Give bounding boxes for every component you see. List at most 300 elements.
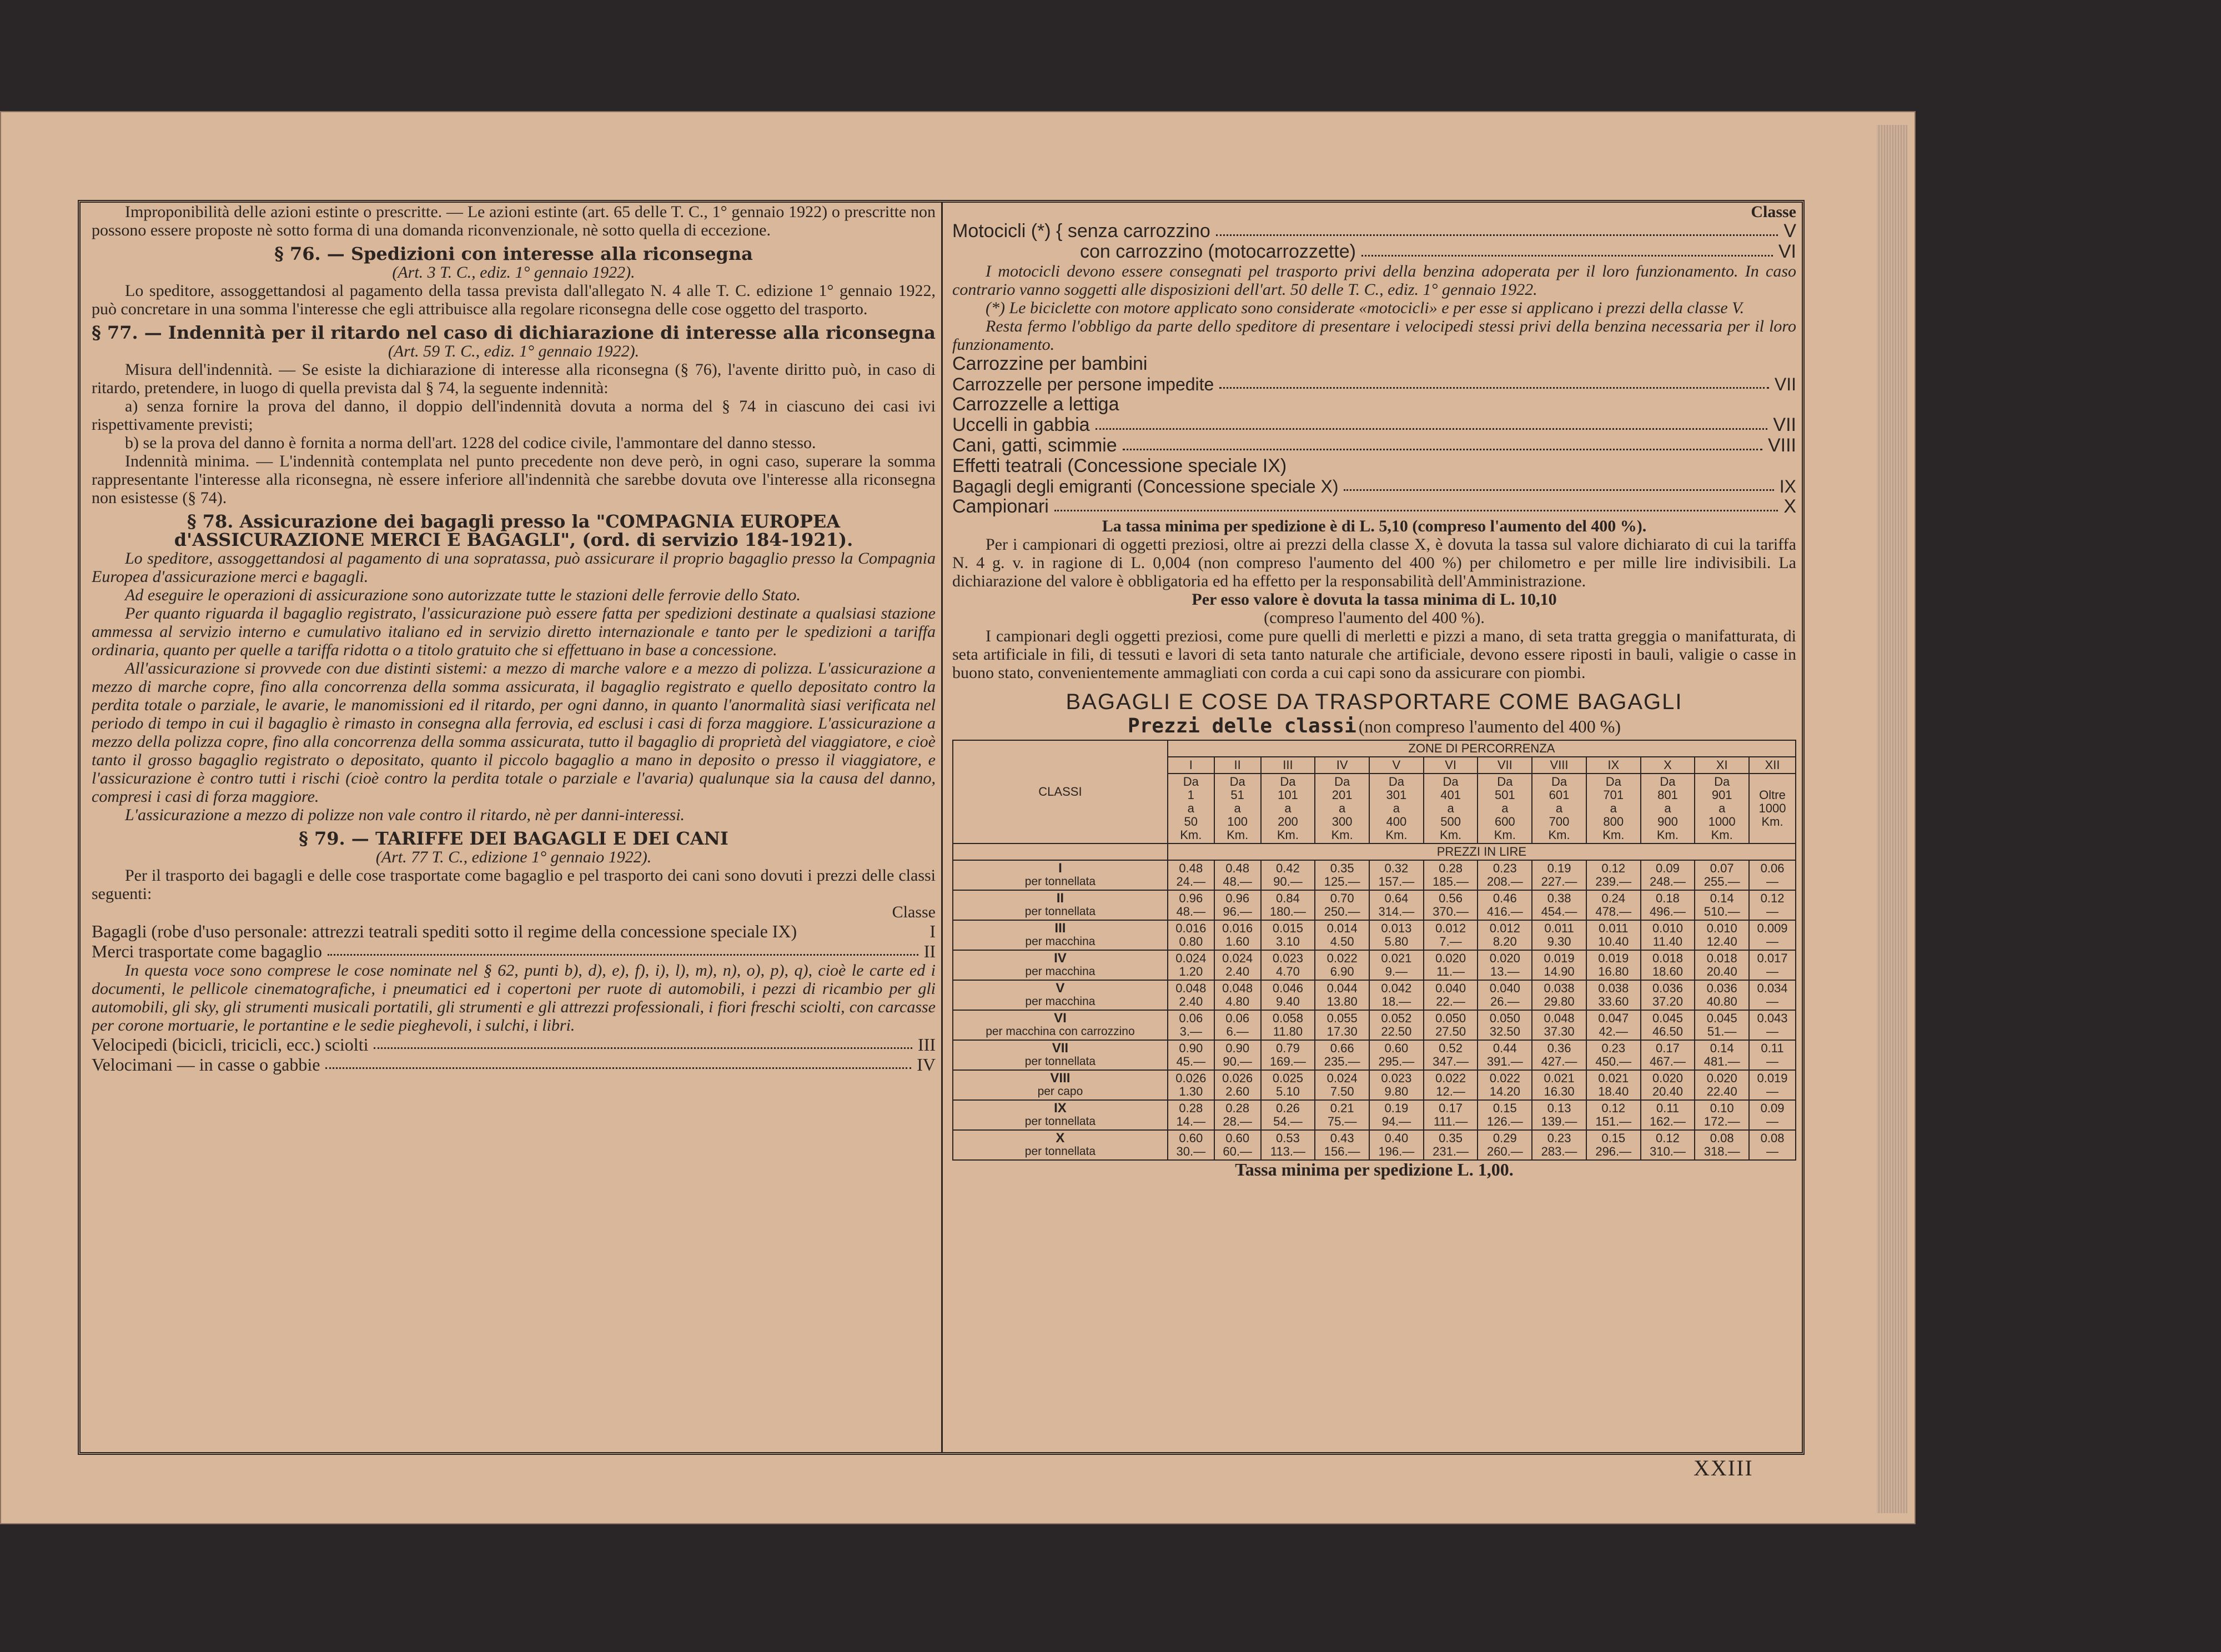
class-row — [952, 221, 1796, 242]
price-per-km: 0.043 — [1757, 1011, 1788, 1025]
price-per-km: 0.048 — [1175, 981, 1207, 995]
price-base: 22.40 — [1706, 1084, 1737, 1098]
price-cell — [1261, 860, 1315, 890]
section-77-title: § 77. — Indennità per il ritardo nel caso di dichiarazione di interesse alla riconsegna — [92, 322, 936, 343]
price-base: 370.— — [1433, 905, 1469, 918]
price-cell — [1261, 950, 1315, 980]
class-row-label: Velocipedi (bicicli, tricicli, ecc.) sciolti — [92, 1035, 369, 1055]
price-cell — [1214, 1070, 1261, 1100]
zone-range-from: 1 — [1187, 788, 1194, 802]
price-cell — [1641, 950, 1695, 980]
price-base: 172.— — [1704, 1114, 1740, 1128]
price-cell — [1641, 920, 1695, 950]
price-per-km: 0.21 — [1330, 1101, 1354, 1115]
class-row — [952, 496, 1796, 517]
zone-range-from: 51 — [1230, 788, 1244, 802]
price-base: 478.— — [1595, 905, 1632, 918]
price-cell — [1369, 920, 1424, 950]
price-per-km: 0.040 — [1489, 981, 1520, 995]
price-base: 250.— — [1324, 905, 1360, 918]
price-per-km: 0.12 — [1656, 1131, 1680, 1145]
price-per-km: 0.020 — [1489, 951, 1520, 965]
zone-range-from: 101 — [1278, 788, 1298, 802]
price-cell — [1369, 1040, 1424, 1070]
price-per-km: 0.11 — [1761, 1041, 1784, 1055]
price-per-km: 0.32 — [1384, 861, 1409, 875]
price-per-km: 0.038 — [1598, 981, 1629, 995]
class-number: VIII — [1050, 1071, 1071, 1086]
price-cell — [1641, 980, 1695, 1010]
price-per-km: 0.11 — [1656, 1101, 1680, 1115]
right-column — [952, 203, 1796, 1452]
valore-minimo-note: (compreso l'aumento del 400 %). — [1264, 609, 1485, 627]
class-number: I — [1058, 861, 1062, 876]
price-cell — [1168, 890, 1214, 920]
price-base: 510.— — [1704, 905, 1740, 918]
price-base: 151.— — [1595, 1114, 1632, 1128]
table-row — [953, 950, 1796, 980]
dot-leader — [1344, 476, 1773, 491]
paragraph: All'assicurazione si provvede con due distinti sistemi: a mezzo di marche valore e a mezzo di polizza. L'assicurazione a mezzo di marche copre, fino alla concorrenza della somma assicurata, il bagaglio registrato e quello depositato contro la perdita totale o parziale, le avarie, le manomissioni ed il ritardo, per ogni danno, in quanto l'anormalità siasi verificata nel periodo di tempo in cui il bagaglio è rimasto in consegna alla ferrovia, ed esclusi i casi di forza maggiore. L'assicurazione a mezzo della polizza copre, fino alla concorrenza della somma assicurata, tutto il bagaglio di proprietà del viaggiatore, e cioè tanto il grosso bagaglio registrato o depositato, quanto il piccolo bagaglio a mano in deposito o presso il viaggiatore, e l'assicurazione è contro tutti i rischi (cioè contro la perdita totale o parziale e l'avaria) qualunque sia la causa del danno, compresi i casi di forza maggiore. — [92, 659, 936, 806]
price-base: 227.— — [1541, 875, 1577, 888]
left-column — [92, 203, 936, 1452]
price-cell — [1532, 920, 1586, 950]
dot-leader — [325, 1055, 911, 1069]
price-cell — [1424, 950, 1478, 980]
price-per-km: 0.60 — [1225, 1131, 1250, 1145]
price-cell — [1641, 1100, 1695, 1130]
price-per-km: 0.40 — [1384, 1131, 1409, 1145]
price-base: 46.50 — [1652, 1025, 1683, 1038]
price-cell — [1641, 1010, 1695, 1040]
price-per-km: 0.18 — [1656, 891, 1680, 905]
price-per-km: 0.047 — [1598, 1011, 1629, 1025]
class-row — [92, 1035, 936, 1055]
price-cell — [1532, 860, 1586, 890]
price-per-km: 0.048 — [1544, 1011, 1575, 1025]
price-per-km: 0.70 — [1330, 891, 1354, 905]
class-row-value: IV — [917, 1055, 936, 1074]
class-unit: per tonnellata — [1024, 1055, 1096, 1068]
price-base: 60.— — [1223, 1144, 1252, 1158]
price-base: 9.40 — [1276, 995, 1300, 1008]
table-row — [953, 1100, 1796, 1130]
price-per-km: 0.13 — [1547, 1101, 1571, 1115]
zone-range-to: 500 — [1440, 815, 1461, 828]
price-cell — [1315, 920, 1369, 950]
price-per-km: 0.038 — [1544, 981, 1575, 995]
price-base: 18.— — [1381, 995, 1411, 1008]
price-cell — [1478, 1070, 1532, 1100]
price-base: 14.20 — [1489, 1084, 1520, 1098]
price-cell — [1641, 860, 1695, 890]
price-cell — [1749, 980, 1796, 1010]
moto-label: Motocicli (*) — [952, 220, 1051, 242]
price-base: 162.— — [1650, 1114, 1686, 1128]
table-row — [953, 890, 1796, 920]
class-row — [952, 374, 1796, 394]
class-unit: per macchina — [1025, 935, 1096, 948]
price-base: — — [1766, 905, 1779, 918]
price-cell — [1315, 1070, 1369, 1100]
zone-range-km: Km. — [1385, 828, 1408, 842]
price-base: 3.10 — [1276, 935, 1300, 948]
moto-a: senza carrozzino — [1067, 220, 1210, 242]
price-per-km: 0.023 — [1272, 951, 1303, 965]
price-base: 7.— — [1439, 935, 1462, 948]
price-base: 6.— — [1226, 1025, 1249, 1038]
zone-range-da: Da — [1183, 775, 1199, 789]
price-per-km: 0.036 — [1652, 981, 1683, 995]
zone-range-a: a — [1555, 801, 1563, 815]
class-number: II — [1056, 891, 1064, 906]
class-cell — [953, 980, 1168, 1010]
zone-range-to: 300 — [1331, 815, 1353, 828]
class-unit: per macchina — [1025, 965, 1096, 978]
column-divider — [941, 203, 943, 1452]
price-base: 13.80 — [1326, 995, 1358, 1008]
class-row — [952, 415, 1796, 435]
zone-range-to: 600 — [1494, 815, 1515, 828]
price-per-km: 0.09 — [1760, 1101, 1785, 1115]
section-76-title: § 76. — Spedizioni con interesse alla riconsegna — [274, 243, 753, 264]
dot-leader — [1219, 374, 1769, 389]
zone-range — [1214, 774, 1261, 843]
price-cell — [1586, 890, 1641, 920]
price-base: 94.— — [1381, 1114, 1411, 1128]
zone-range-da: Da — [1660, 775, 1676, 789]
class-row-label: Velocimani — in casse o gabbie — [92, 1055, 320, 1074]
price-cell — [1214, 1100, 1261, 1130]
price-base: 157.— — [1378, 875, 1415, 888]
price-per-km: 0.48 — [1179, 861, 1203, 875]
price-base: 111.— — [1433, 1114, 1468, 1128]
class-cell — [953, 950, 1168, 980]
class-row — [92, 921, 936, 941]
price-base: 42.— — [1599, 1025, 1629, 1038]
price-base: 96.— — [1223, 905, 1252, 918]
tariff-table — [952, 740, 1796, 1161]
price-per-km: 0.020 — [1652, 1071, 1683, 1085]
price-base: 11.40 — [1652, 935, 1683, 948]
price-per-km: 0.014 — [1326, 921, 1358, 935]
class-row-value: III — [918, 1035, 936, 1055]
zone-number: VII — [1478, 757, 1532, 774]
price-per-km: 0.66 — [1330, 1041, 1354, 1055]
price-cell — [1369, 1100, 1424, 1130]
class-unit: per macchina — [1025, 995, 1096, 1008]
price-per-km: 0.021 — [1598, 1071, 1629, 1085]
zone-range — [1168, 774, 1214, 843]
price-per-km: 0.46 — [1493, 891, 1517, 905]
price-base: — — [1766, 965, 1779, 978]
zone-range-a: a — [1187, 801, 1194, 815]
price-per-km: 0.23 — [1493, 861, 1517, 875]
table-header-row — [953, 740, 1796, 757]
zone-range-da: Da — [1280, 775, 1296, 789]
zone-range — [1261, 774, 1315, 843]
price-base: 51.— — [1707, 1025, 1737, 1038]
price-per-km: 0.015 — [1272, 921, 1303, 935]
class-row-value: VIII — [1767, 435, 1796, 456]
price-cell — [1261, 1100, 1315, 1130]
price-base: 2.40 — [1225, 965, 1250, 978]
table-title: BAGAGLI E COSE DA TRASPORTARE COME BAGAGLI — [1066, 690, 1683, 714]
price-per-km: 0.08 — [1760, 1131, 1785, 1145]
price-base: 0.80 — [1179, 935, 1203, 948]
price-per-km: 0.021 — [1544, 1071, 1575, 1085]
tassa-minima: La tassa minima per spedizione è di L. 5,10 (compreso l'aumento del 400 %). — [1102, 517, 1647, 535]
price-per-km: 0.19 — [1384, 1101, 1409, 1115]
price-base: 467.— — [1650, 1055, 1686, 1068]
note: I motocicli devono essere consegnati pel trasporto privi della benzina adoperata per il loro funzionamento. In caso contrario vanno soggetti alle disposizioni dell'art. 50 delle T. C., ediz. 1° gennaio 1922. — [952, 262, 1796, 299]
price-per-km: 0.010 — [1706, 921, 1737, 935]
section-77-ref: (Art. 59 T. C., ediz. 1° gennaio 1922). — [388, 342, 640, 360]
price-per-km: 0.96 — [1179, 891, 1203, 905]
zone-range-km: Km. — [1494, 828, 1516, 842]
zone-range-da: Oltre — [1759, 788, 1786, 802]
price-per-km: 0.024 — [1222, 951, 1253, 965]
paragraph: Misura dell'indennità. — Se esiste la dichiarazione di interesse alla riconsegna (§ 76), l'avente diritto può, in caso di ritardo, pretendere, in luogo di quella prevista dal § 74, la seguente indennità: — [92, 360, 936, 397]
zone-range-from: 901 — [1711, 788, 1732, 802]
zone-range-da: Da — [1334, 775, 1350, 789]
classe-label: Classe — [892, 903, 936, 921]
zone-range — [1749, 774, 1796, 843]
price-cell — [1749, 920, 1796, 950]
zone-range — [1641, 774, 1695, 843]
price-cell — [1532, 1010, 1586, 1040]
class-row-value: I — [929, 921, 936, 941]
class-number: V — [1056, 981, 1065, 996]
price-cell — [1695, 1130, 1749, 1160]
price-base: 28.— — [1223, 1114, 1252, 1128]
zone-range-da: Da — [1443, 775, 1459, 789]
zone-range-from: 201 — [1331, 788, 1353, 802]
price-base: 248.— — [1650, 875, 1686, 888]
price-cell — [1478, 1130, 1532, 1160]
price-base: 24.— — [1176, 875, 1206, 888]
zone-range-km: Km. — [1548, 828, 1570, 842]
class-row — [952, 435, 1796, 456]
price-per-km: 0.35 — [1439, 1131, 1463, 1145]
class-number: IX — [1054, 1101, 1067, 1116]
price-per-km: 0.90 — [1225, 1041, 1250, 1055]
price-cell — [1261, 980, 1315, 1010]
valore-minimo: Per esso valore è dovuta la tassa minima di L. 10,10 — [1192, 590, 1557, 609]
price-cell — [1369, 890, 1424, 920]
price-cell — [1749, 890, 1796, 920]
price-per-km: 0.26 — [1276, 1101, 1300, 1115]
price-cell — [1369, 1070, 1424, 1100]
price-cell — [1749, 1130, 1796, 1160]
price-cell — [1586, 980, 1641, 1010]
zone-range-to: 1000 — [1708, 815, 1736, 828]
zone-range-a: a — [1393, 801, 1400, 815]
price-per-km: 0.36 — [1547, 1041, 1571, 1055]
price-cell — [1168, 1040, 1214, 1070]
table-subtitle — [952, 715, 1796, 737]
price-per-km: 0.022 — [1489, 1071, 1520, 1085]
price-cell — [1369, 1130, 1424, 1160]
price-per-km: 0.28 — [1179, 1101, 1203, 1115]
zone-range-km: Km. — [1656, 828, 1679, 842]
price-per-km: 0.022 — [1435, 1071, 1466, 1085]
price-base: 26.— — [1490, 995, 1520, 1008]
zone-number: II — [1214, 757, 1261, 774]
price-per-km: 0.009 — [1757, 921, 1788, 935]
price-per-km: 0.044 — [1326, 981, 1358, 995]
class-group — [952, 354, 1796, 415]
price-per-km: 0.64 — [1384, 891, 1409, 905]
price-cell — [1695, 890, 1749, 920]
price-base: 9.80 — [1384, 1084, 1409, 1098]
zone-range — [1369, 774, 1424, 843]
price-cell — [1261, 1070, 1315, 1100]
price-per-km: 0.025 — [1272, 1071, 1303, 1085]
price-cell — [1214, 950, 1261, 980]
price-cell — [1695, 1070, 1749, 1100]
zone-range-a: a — [1664, 801, 1671, 815]
class-cell — [953, 1040, 1168, 1070]
section-76-text: Lo speditore, assoggettandosi al pagamento della tassa prevista dall'allegato N. 4 alle T. C. edizione 1° gennaio 1922, può concretare in una somma l'interesse che egli attribuisce alla regolare riconsegna delle cose oggetto del trasporto. — [92, 282, 936, 318]
price-cell — [1695, 860, 1749, 890]
table-row — [953, 920, 1796, 950]
zone-range — [1695, 774, 1749, 843]
price-base: 33.60 — [1598, 995, 1629, 1008]
price-base: 113.— — [1270, 1144, 1306, 1158]
price-cell — [1586, 860, 1641, 890]
price-cell — [1214, 920, 1261, 950]
price-base: 7.50 — [1330, 1084, 1354, 1098]
price-cell — [1532, 1130, 1586, 1160]
section-78-title: § 78. Assicurazione dei bagagli presso la "COMPAGNIA EUROPEA d'ASSICURAZIONE MERCI E BAGAGLI", (ord. di servizio 184-1921). — [174, 511, 853, 550]
price-cell — [1261, 890, 1315, 920]
price-cell — [1478, 1040, 1532, 1070]
paragraph: Per quanto riguarda il bagaglio registrato, l'assicurazione può essere fatta per spedizioni destinate a qualsiasi stazione ammessa al servizio interno e cumulativo italiano ed in servizio diretto internazionale e tanto per le spedizioni a tariffa ordinaria, quanto per quelle a tariffa ridotta o a titolo gratuito che si effettuano in base a concessione. — [92, 604, 936, 659]
price-cell — [1532, 1100, 1586, 1130]
price-per-km: 0.019 — [1757, 1071, 1788, 1085]
class-row-value: II — [923, 941, 936, 961]
price-per-km: 0.019 — [1598, 951, 1629, 965]
zone-range-from: 601 — [1549, 788, 1570, 802]
class-number: X — [1056, 1131, 1065, 1146]
zone-range-km: Km. — [1761, 815, 1783, 828]
zone-number: XI — [1695, 757, 1749, 774]
price-base: 54.— — [1273, 1114, 1303, 1128]
zone-range-from: 501 — [1494, 788, 1515, 802]
price-base: — — [1766, 995, 1779, 1008]
price-base: 4.50 — [1330, 935, 1354, 948]
price-cell — [1315, 1040, 1369, 1070]
price-cell — [1478, 1010, 1532, 1040]
price-base: 481.— — [1704, 1055, 1740, 1068]
price-base: 125.— — [1324, 875, 1360, 888]
price-cell — [1315, 890, 1369, 920]
price-cell — [1532, 1040, 1586, 1070]
table-row — [953, 1070, 1796, 1100]
price-cell — [1532, 890, 1586, 920]
price-base: 450.— — [1595, 1055, 1632, 1068]
zone-range-to: 200 — [1278, 815, 1298, 828]
table-row — [953, 1130, 1796, 1160]
price-base: 347.— — [1433, 1055, 1469, 1068]
zone-range-km: Km. — [1331, 828, 1353, 842]
price-per-km: 0.90 — [1179, 1041, 1203, 1055]
zone-number: V — [1369, 757, 1424, 774]
class-row-label: Carrozzine per bambini — [952, 353, 1148, 374]
table-subtitle-main: Prezzi delle classi — [1127, 715, 1356, 737]
price-cell — [1586, 920, 1641, 950]
price-base: 27.50 — [1435, 1025, 1466, 1038]
price-per-km: 0.021 — [1381, 951, 1412, 965]
price-per-km: 0.012 — [1435, 921, 1466, 935]
zone-range-da: Da — [1497, 775, 1513, 789]
price-base: 1.30 — [1179, 1084, 1203, 1098]
price-cell — [1214, 1130, 1261, 1160]
price-base: 6.90 — [1330, 965, 1354, 978]
class-cell — [953, 1130, 1168, 1160]
zone-range-km: Km. — [1277, 828, 1299, 842]
price-per-km: 0.013 — [1381, 921, 1412, 935]
price-base: 3.— — [1179, 1025, 1202, 1038]
price-base: 180.— — [1270, 905, 1306, 918]
text-frame — [78, 200, 1805, 1455]
zone-range — [1478, 774, 1532, 843]
price-base: 391.— — [1486, 1055, 1523, 1068]
price-cell — [1315, 980, 1369, 1010]
price-cell — [1424, 980, 1478, 1010]
price-per-km: 0.040 — [1435, 981, 1466, 995]
price-per-km: 0.018 — [1652, 951, 1683, 965]
price-base: 318.— — [1704, 1144, 1740, 1158]
zone-range-from: 1000 — [1758, 801, 1786, 815]
price-per-km: 0.84 — [1276, 891, 1300, 905]
price-per-km: 0.10 — [1710, 1101, 1734, 1115]
price-base: 48.— — [1176, 905, 1206, 918]
zone-range-to: 900 — [1657, 815, 1678, 828]
price-cell — [1478, 860, 1532, 890]
price-cell — [1695, 920, 1749, 950]
price-per-km: 0.60 — [1179, 1131, 1203, 1145]
price-per-km: 0.023 — [1381, 1071, 1412, 1085]
price-base: 208.— — [1486, 875, 1523, 888]
price-base: 260.— — [1486, 1144, 1523, 1158]
class-unit: per tonnellata — [1024, 875, 1096, 888]
price-base: — — [1766, 935, 1779, 948]
price-base: 169.— — [1270, 1055, 1306, 1068]
price-cell — [1749, 1040, 1796, 1070]
zone-range — [1315, 774, 1369, 843]
class-row — [952, 476, 1796, 496]
price-base: 20.40 — [1706, 965, 1737, 978]
price-cell — [1586, 1040, 1641, 1070]
price-base: 283.— — [1541, 1144, 1577, 1158]
paragraph: I campionari degli oggetti preziosi, come pure quelli di merletti e pizzi a mano, di seta tratta greggia o manifatturata, di seta artificiale in fili, di tessuti e lavori di seta tanto naturale che artificiale, devono essere riposti in bauli, valigie o casse in buono stato, convenientemente ammagliati con corda a cui capi sono da assicurare con piombi. — [952, 627, 1796, 682]
price-base: 12.40 — [1706, 935, 1737, 948]
price-per-km: 0.020 — [1706, 1071, 1737, 1085]
price-base: 75.— — [1327, 1114, 1357, 1128]
price-per-km: 0.026 — [1175, 1071, 1207, 1085]
price-cell — [1261, 1130, 1315, 1160]
price-base: 239.— — [1595, 875, 1632, 888]
price-cell — [1168, 1130, 1214, 1160]
price-base: 13.— — [1490, 965, 1520, 978]
price-base: 16.30 — [1544, 1084, 1575, 1098]
zone-range-km: Km. — [1711, 828, 1733, 842]
tassa-minima-tabella: Tassa minima per spedizione L. 1,00. — [1235, 1159, 1514, 1179]
price-per-km: 0.024 — [1326, 1071, 1358, 1085]
price-cell — [1695, 1010, 1749, 1040]
